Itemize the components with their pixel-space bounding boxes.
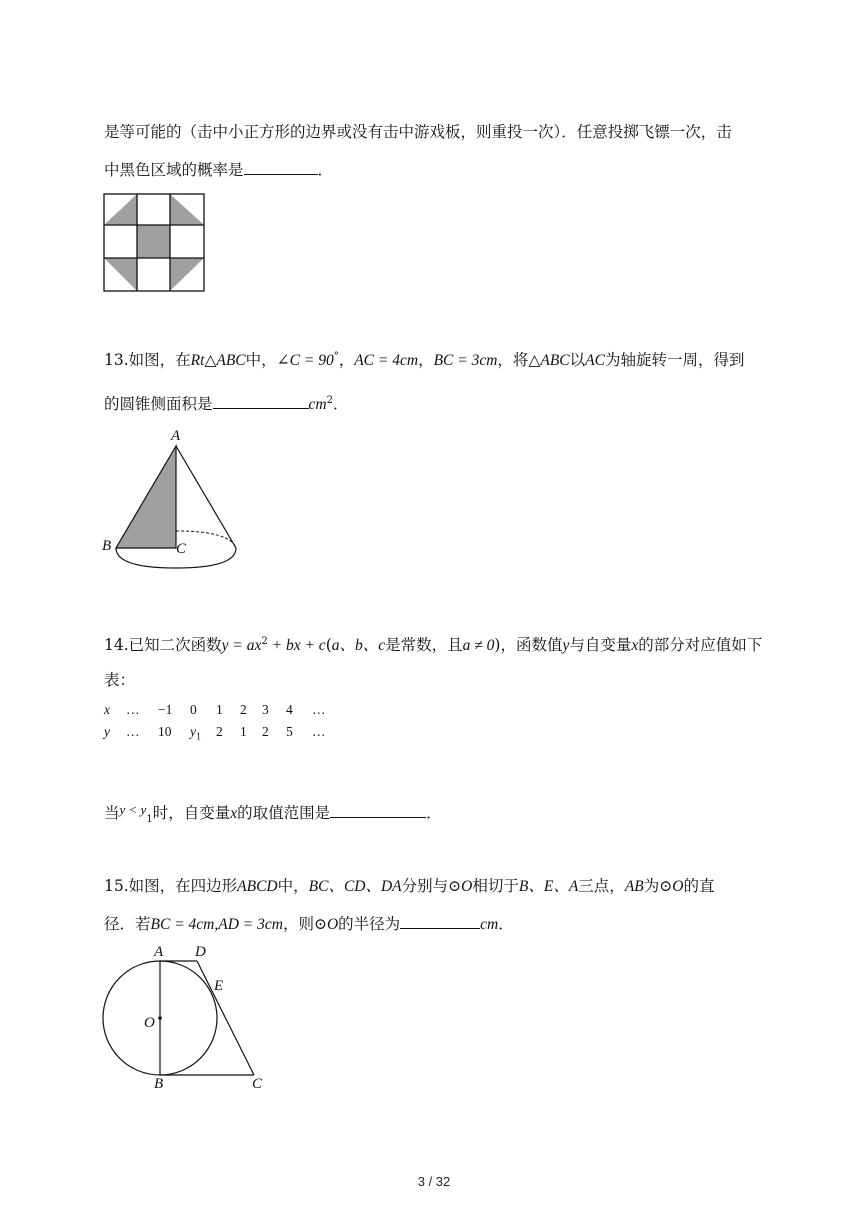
- q15-number: 15.如图，在四边形: [104, 877, 238, 895]
- q13-number: 13.如图，在: [104, 351, 191, 370]
- q15-line1: [104, 876, 714, 897]
- q14-text: 当: [104, 804, 120, 822]
- q15-abcd: ABCD: [237, 878, 278, 895]
- q15-o: O: [461, 878, 473, 895]
- table-x-label: x: [104, 702, 110, 717]
- q15-o: O: [326, 916, 339, 933]
- q13-unit: cm: [308, 396, 327, 414]
- side-dc: [197, 961, 254, 1075]
- shade-top-right: [170, 194, 204, 225]
- q14-question: [104, 800, 442, 830]
- q13-ac: AC = 4cm: [354, 352, 419, 370]
- table-cell: …: [126, 702, 140, 717]
- q15-sides: BC、CD、DA: [308, 878, 402, 895]
- q14-square: 2: [261, 636, 268, 647]
- table-cell: 4: [286, 702, 293, 717]
- q15-text: ，则: [282, 915, 314, 933]
- label-e: E: [214, 978, 224, 994]
- q14-y: y: [562, 637, 570, 655]
- shade-bottom-left: [104, 258, 137, 291]
- q13-text: ，将: [497, 351, 529, 370]
- circle-tangent-figure: [100, 950, 270, 1090]
- y1-subscript: 1: [196, 731, 201, 743]
- label-o: O: [144, 1015, 155, 1031]
- value-table: [104, 702, 344, 742]
- q14-x: x: [631, 637, 639, 655]
- table-cell: …: [126, 724, 140, 739]
- label-a: A: [154, 944, 164, 960]
- q14-x: x: [230, 805, 238, 822]
- q14-line1: [104, 632, 762, 656]
- triangle-symbol: △: [204, 351, 217, 370]
- q14-number: 14.已知二次函数: [104, 636, 222, 655]
- label-c: C: [176, 541, 187, 557]
- answer-blank[interactable]: [244, 160, 318, 175]
- table-cell: 10: [158, 724, 172, 739]
- q12-text: 中黑色区域的概率是: [104, 161, 244, 179]
- circle-symbol: ⊙: [313, 915, 327, 933]
- q13-text: ，: [338, 351, 355, 370]
- label-b: B: [154, 1076, 164, 1092]
- q15-line2: [104, 914, 514, 935]
- table-cell-y1: [190, 724, 201, 743]
- q14-text: 时，自变量: [152, 804, 231, 822]
- answer-blank[interactable]: [400, 914, 480, 929]
- q14-text: )，函数值: [494, 636, 563, 655]
- table-cell: −1: [158, 702, 173, 717]
- q15-text: 分别与: [401, 877, 449, 895]
- q15-text: 中，: [277, 877, 309, 895]
- q14-func: + bx + c: [267, 637, 326, 655]
- table-cell: 2: [216, 724, 223, 739]
- shade-bottom-right: [170, 258, 204, 291]
- q15-text: 相切于: [472, 877, 519, 895]
- q12-line1: 是等可能的（击中小正方形的边界或没有击中游戏板，则重投一次）．任意投掷飞镖一次，击: [104, 123, 732, 141]
- q13-abc: ABC: [540, 352, 570, 370]
- label-c: C: [252, 1076, 263, 1092]
- label-a: A: [171, 428, 181, 444]
- q15-text: 的半径为: [338, 915, 401, 933]
- table-cell: 2: [262, 724, 269, 739]
- label-b: B: [102, 538, 112, 554]
- q14-text: 是常数，且: [385, 636, 463, 655]
- q14-subscript: 1: [146, 814, 153, 826]
- q13-rt: Rt: [190, 352, 205, 370]
- table-cell: …: [312, 724, 326, 739]
- q13-text: 以: [569, 351, 586, 370]
- q15-unit: cm: [480, 916, 499, 933]
- q13-bc: BC = 3cm: [433, 352, 498, 370]
- shaded-triangle: [116, 446, 176, 548]
- table-y-label: y: [104, 724, 110, 739]
- q14-text: (: [325, 636, 332, 655]
- table-cell: 1: [240, 724, 247, 739]
- shade-top-left: [104, 194, 137, 225]
- q13-abc: ABC: [216, 352, 246, 370]
- q14-text: 与自变量: [569, 636, 632, 655]
- dart-board-figure: [102, 192, 208, 294]
- circle-symbol: ⊙: [448, 877, 462, 895]
- shaded-regions: [104, 194, 204, 291]
- q13-text: 为轴旋转一周，得到: [604, 351, 745, 370]
- q15-text: 径．若: [104, 915, 151, 933]
- q14-condition: a ≠ 0: [462, 637, 495, 655]
- table-cell: 3: [262, 702, 269, 717]
- q13-text: 的圆锥侧面积是: [104, 395, 213, 414]
- q14-constants: a、b、c: [331, 637, 386, 655]
- q15-o: O: [672, 878, 684, 895]
- q15-given: BC = 4cm,AD = 3cm: [150, 916, 283, 933]
- table-cell: 5: [286, 724, 293, 739]
- q13-ac: AC: [585, 352, 605, 370]
- q13-unit-sup: 2: [326, 395, 333, 406]
- circle-symbol: ⊙: [659, 877, 673, 895]
- q13-angle: ∠C = 90: [276, 352, 334, 370]
- page-number: 3 / 32: [417, 1174, 451, 1189]
- q14-line2: 表：: [104, 671, 136, 689]
- q14-condition: y < y: [119, 802, 147, 817]
- triangle-symbol: △: [528, 351, 541, 370]
- table-cell: …: [312, 702, 326, 717]
- cone-figure: [100, 428, 250, 578]
- q14-text: 的部分对应值如下: [638, 636, 763, 655]
- q12-period: ．: [317, 161, 334, 179]
- q13-text: ，: [418, 351, 434, 370]
- shade-center: [137, 225, 170, 258]
- q13-line2: [104, 391, 348, 415]
- answer-blank[interactable]: [330, 803, 426, 818]
- q15-text: 的直: [683, 877, 715, 895]
- q15-period: ．: [498, 915, 514, 933]
- q12-line2: [104, 160, 333, 180]
- label-d: D: [195, 944, 206, 960]
- q15-ab: AB: [624, 878, 644, 895]
- q15-text: 为: [643, 877, 660, 895]
- q15-text: 三点，: [578, 877, 625, 895]
- table-cell: 0: [190, 702, 197, 717]
- answer-blank[interactable]: [213, 394, 309, 409]
- q14-func: y = ax: [221, 637, 262, 655]
- q14-period: ．: [426, 804, 442, 822]
- q13-period: ．: [332, 395, 349, 414]
- table-cell: 2: [240, 702, 247, 717]
- q15-points: B、E、A: [518, 878, 579, 895]
- degree-symbol: °: [333, 351, 339, 362]
- center-point: [158, 1016, 162, 1020]
- q13-line1: [104, 347, 744, 371]
- q14-text: 的取值范围是: [237, 804, 331, 822]
- y1-symbol: y: [190, 724, 196, 739]
- q13-text: 中，: [245, 351, 277, 370]
- table-cell: 1: [216, 702, 223, 717]
